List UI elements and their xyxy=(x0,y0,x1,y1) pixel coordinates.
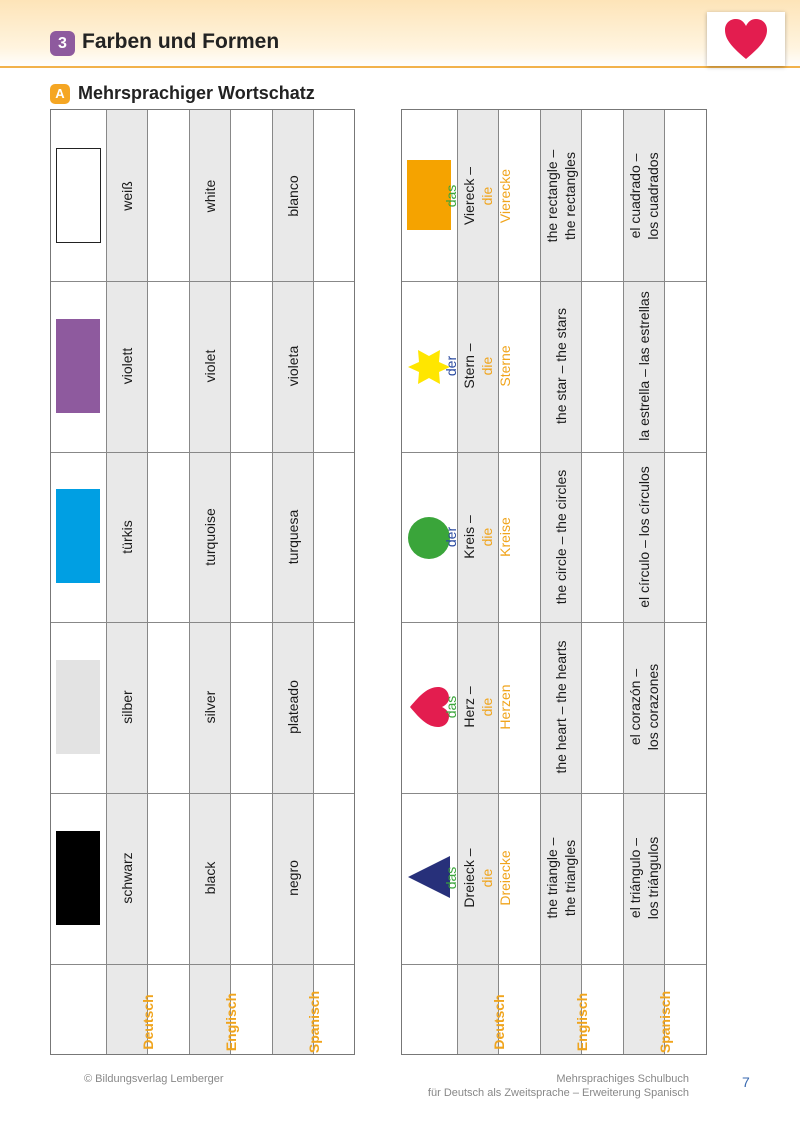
color-en-3: violet xyxy=(202,349,218,383)
color-swatch-white xyxy=(56,148,101,243)
color-de-3: violett xyxy=(119,347,135,385)
copyright-text: © Bildungsverlag Lemberger xyxy=(84,1073,224,1085)
book-title-line-2: für Deutsch als Zweitsprache – Erweiterung Spanisch xyxy=(427,1087,689,1099)
page-number: 7 xyxy=(742,1074,750,1090)
chapter-number-badge: 3 xyxy=(50,31,75,56)
shape-de-3: der Stern – die Sterne xyxy=(443,343,513,389)
color-en-4: white xyxy=(202,179,218,213)
header-divider xyxy=(0,66,800,68)
color-swatch-black xyxy=(56,831,100,925)
color-swatch-turquoise xyxy=(56,489,100,583)
shape-en-3: the star – the stars xyxy=(553,308,569,424)
color-en-2: turquoise xyxy=(202,508,218,566)
heart-icon xyxy=(723,17,769,61)
color-es-2: turquesa xyxy=(285,509,301,565)
section-title: Mehrsprachiger Wortschatz xyxy=(78,83,315,103)
book-title-line-1: Mehrsprachiges Schulbuch xyxy=(556,1073,689,1085)
color-es-3: violeta xyxy=(285,345,301,387)
color-de-1: silber xyxy=(119,690,135,724)
shape-de-0: das Dreieck – die Dreiecke xyxy=(443,848,513,908)
shape-es-4: el cuadrado – los cuadrados xyxy=(627,152,661,240)
color-en-0: black xyxy=(202,861,218,895)
lang-label-englisch: Englisch xyxy=(574,992,590,1052)
shape-es-0: el triángulo – los triángulos xyxy=(627,836,661,920)
color-de-2: türkis xyxy=(119,520,135,554)
shape-es-3: la estrella – las estrellas xyxy=(636,291,652,441)
shapes-table xyxy=(401,109,707,1055)
shape-de-2: der Kreis – die Kreise xyxy=(443,515,513,559)
color-swatch-violet xyxy=(56,319,100,413)
color-es-0: negro xyxy=(285,860,301,896)
color-de-4: weiß xyxy=(119,181,135,211)
lang-label-englisch: Englisch xyxy=(223,992,239,1052)
section-letter-badge: A xyxy=(50,84,70,104)
page-title: Farben und Formen xyxy=(82,30,280,53)
color-de-0: schwarz xyxy=(119,852,135,904)
shape-en-0: the triangle – the triangles xyxy=(544,837,578,919)
shape-de-4: das Viereck – die Vierecke xyxy=(443,166,513,226)
shape-de-1: das Herz – die Herzen xyxy=(443,684,513,730)
shape-es-1: el corazón – los corazones xyxy=(627,663,661,751)
shape-en-4: the rectangle – the rectangles xyxy=(544,149,578,243)
heart-logo xyxy=(707,12,785,66)
shape-en-1: the heart – the hearts xyxy=(553,640,569,774)
color-swatch-silver xyxy=(56,660,100,754)
color-es-4: blanco xyxy=(285,175,301,217)
color-en-1: silver xyxy=(202,690,218,724)
lang-label-deutsch: Deutsch xyxy=(491,994,507,1050)
lang-label-spanisch: Spanisch xyxy=(306,990,322,1054)
color-es-1: plateado xyxy=(285,680,301,734)
shape-en-2: the circle – the circles xyxy=(553,469,569,605)
colors-table xyxy=(50,109,355,1055)
lang-label-deutsch: Deutsch xyxy=(140,994,156,1050)
lang-label-spanisch: Spanisch xyxy=(657,990,673,1054)
shape-es-2: el círculo – los círculos xyxy=(636,466,652,608)
